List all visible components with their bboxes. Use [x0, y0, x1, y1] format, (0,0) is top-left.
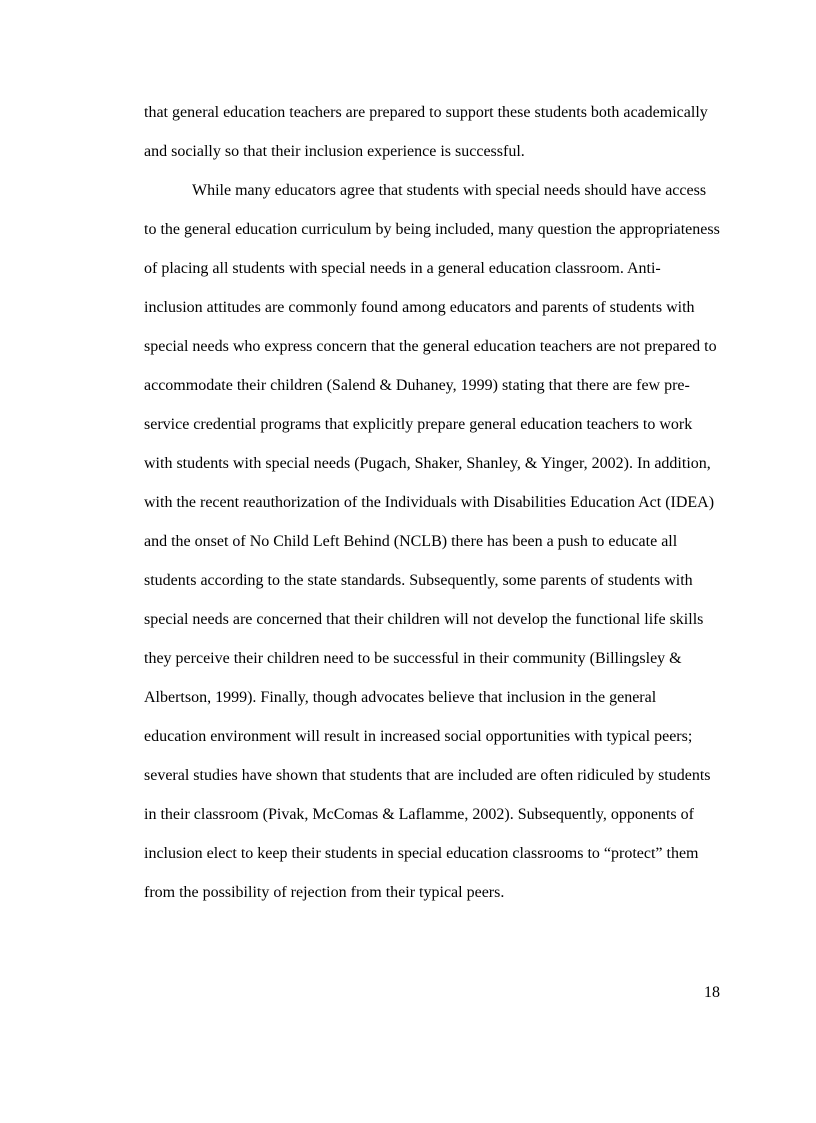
text-line: inclusion attitudes are commonly found among educators and parents of students with [144, 299, 695, 316]
text-line: of placing all students with special needs in a general education classroom. Anti- [144, 260, 661, 277]
page-number: 18 [704, 984, 720, 1001]
text-line: inclusion elect to keep their students in special education classrooms to “protect” them [144, 845, 699, 862]
text-line: to the general education curriculum by being included, many question the appropriateness [144, 221, 720, 238]
text-line: service credential programs that explicitly prepare general education teachers to work [144, 416, 693, 433]
text-line: Albertson, 1999). Finally, though advocates believe that inclusion in the general [144, 689, 657, 706]
text-line: and socially so that their inclusion experience is successful. [144, 143, 525, 160]
text-line: several studies have shown that students that are included are often ridiculed by students [144, 767, 711, 784]
body-text [144, 101, 744, 920]
text-line: that general education teachers are prepared to support these students both academically [144, 104, 708, 121]
text-line: in their classroom (Pivak, McComas & Laflamme, 2002). Subsequently, opponents of [144, 806, 694, 823]
paragraph-first-line: While many educators agree that students with special needs should have access [192, 182, 707, 199]
text-line: education environment will result in increased social opportunities with typical peers; [144, 728, 693, 745]
text-line: and the onset of No Child Left Behind (NCLB) there has been a push to educate all [144, 533, 678, 550]
text-line: accommodate their children (Salend & Duhaney, 1999) stating that there are few pre- [144, 377, 690, 394]
text-line: with the recent reauthorization of the Individuals with Disabilities Education Act (IDEA) [144, 494, 715, 511]
text-line: special needs who express concern that the general education teachers are not prepared to [144, 338, 717, 355]
text-line: students according to the state standards. Subsequently, some parents of students with [144, 572, 693, 589]
text-line: special needs are concerned that their children will not develop the functional life skills [144, 611, 704, 628]
text-line: they perceive their children need to be successful in their community (Billingsley & [144, 650, 682, 667]
text-line: from the possibility of rejection from their typical peers. [144, 884, 505, 901]
text-line: with students with special needs (Pugach, Shaker, Shanley, & Yinger, 2002). In addition, [144, 455, 711, 472]
